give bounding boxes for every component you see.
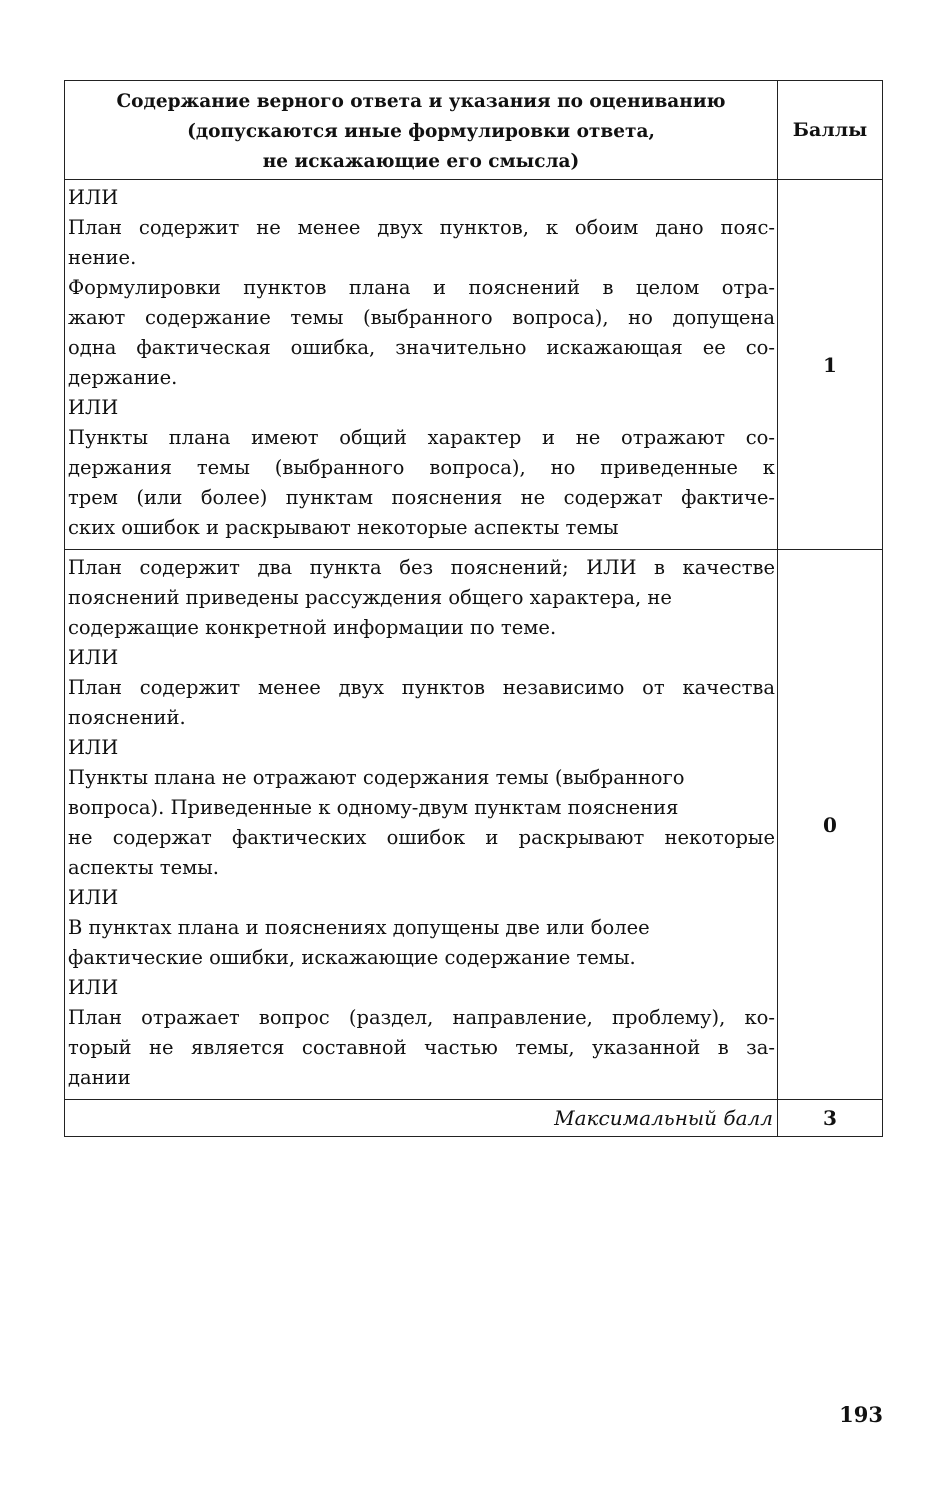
criteria-line: ИЛИ [68, 396, 119, 419]
criteria-line: держания темы (выбранного вопроса), но приведенные к [68, 456, 775, 479]
criteria-line: фактические ошибки, искажающие содержание темы. [68, 946, 636, 969]
criteria-cell-score-0 [65, 550, 778, 1100]
criteria-line: ИЛИ [68, 886, 119, 909]
header-content-cell [65, 81, 778, 180]
max-score-value: 3 [778, 1100, 883, 1137]
header-line: не искажающие его смысла) [262, 151, 580, 172]
criteria-line: дании [68, 1066, 131, 1089]
criteria-line: одна фактическая ошибка, значительно искажающая ее со- [68, 336, 775, 359]
criteria-line: ских ошибок и раскрывают некоторые аспекты темы [68, 516, 619, 539]
criteria-line: Пункты плана имеют общий характер и не отражают со- [68, 426, 775, 449]
criteria-line: Формулировки пунктов плана и пояснений в целом отра- [68, 276, 775, 299]
criteria-line: В пунктах плана и пояснениях допущены две или более [68, 916, 650, 939]
criteria-line: не содержат фактических ошибок и раскрывают некоторые [68, 826, 775, 849]
criteria-line: Пункты плана не отражают содержания темы (выбранного [68, 766, 685, 789]
criteria-line: пояснений приведены рассуждения общего характера, не [68, 586, 672, 609]
max-score-label: Максимальный балл [65, 1100, 778, 1137]
criteria-line: держание. [68, 366, 178, 389]
table-header-row [65, 81, 883, 180]
score-cell: 0 [778, 550, 883, 1100]
table-row [65, 550, 883, 1100]
max-score-row [65, 1100, 883, 1137]
criteria-line: План содержит менее двух пунктов независимо от качества [68, 676, 775, 699]
criteria-line: План содержит не менее двух пунктов, к обоим дано пояс- [68, 216, 775, 239]
criteria-line: ИЛИ [68, 186, 119, 209]
criteria-line: План отражает вопрос (раздел, направление, проблему), ко- [68, 1006, 775, 1029]
criteria-line: аспекты темы. [68, 856, 219, 879]
criteria-line: нение. [68, 246, 137, 269]
header-line: (допускаются иные формулировки ответа, [187, 121, 655, 142]
criteria-cell-score-1 [65, 180, 778, 550]
criteria-line: содержащие конкретной информации по теме. [68, 616, 557, 639]
criteria-line: вопроса). Приведенные к одному-двум пунктам пояснения [68, 796, 679, 819]
table-row [65, 180, 883, 550]
page-number: 193 [839, 1402, 883, 1427]
criteria-line: План содержит два пункта без пояснений; ИЛИ в качестве [68, 556, 775, 579]
criteria-line: жают содержание темы (выбранного вопроса), но допущена [68, 306, 775, 329]
score-cell: 1 [778, 180, 883, 550]
header-line: Содержание верного ответа и указания по оцениванию [116, 91, 726, 112]
criteria-line: ИЛИ [68, 646, 119, 669]
grading-criteria-table [64, 80, 883, 1137]
criteria-line: торый не является составной частью темы, указанной в за- [68, 1036, 775, 1059]
criteria-line: ИЛИ [68, 976, 119, 999]
criteria-line: ИЛИ [68, 736, 119, 759]
header-score-cell: Баллы [778, 81, 883, 180]
criteria-line: пояснений. [68, 706, 186, 729]
criteria-line: трем (или более) пунктам пояснения не содержат фактиче- [68, 486, 775, 509]
